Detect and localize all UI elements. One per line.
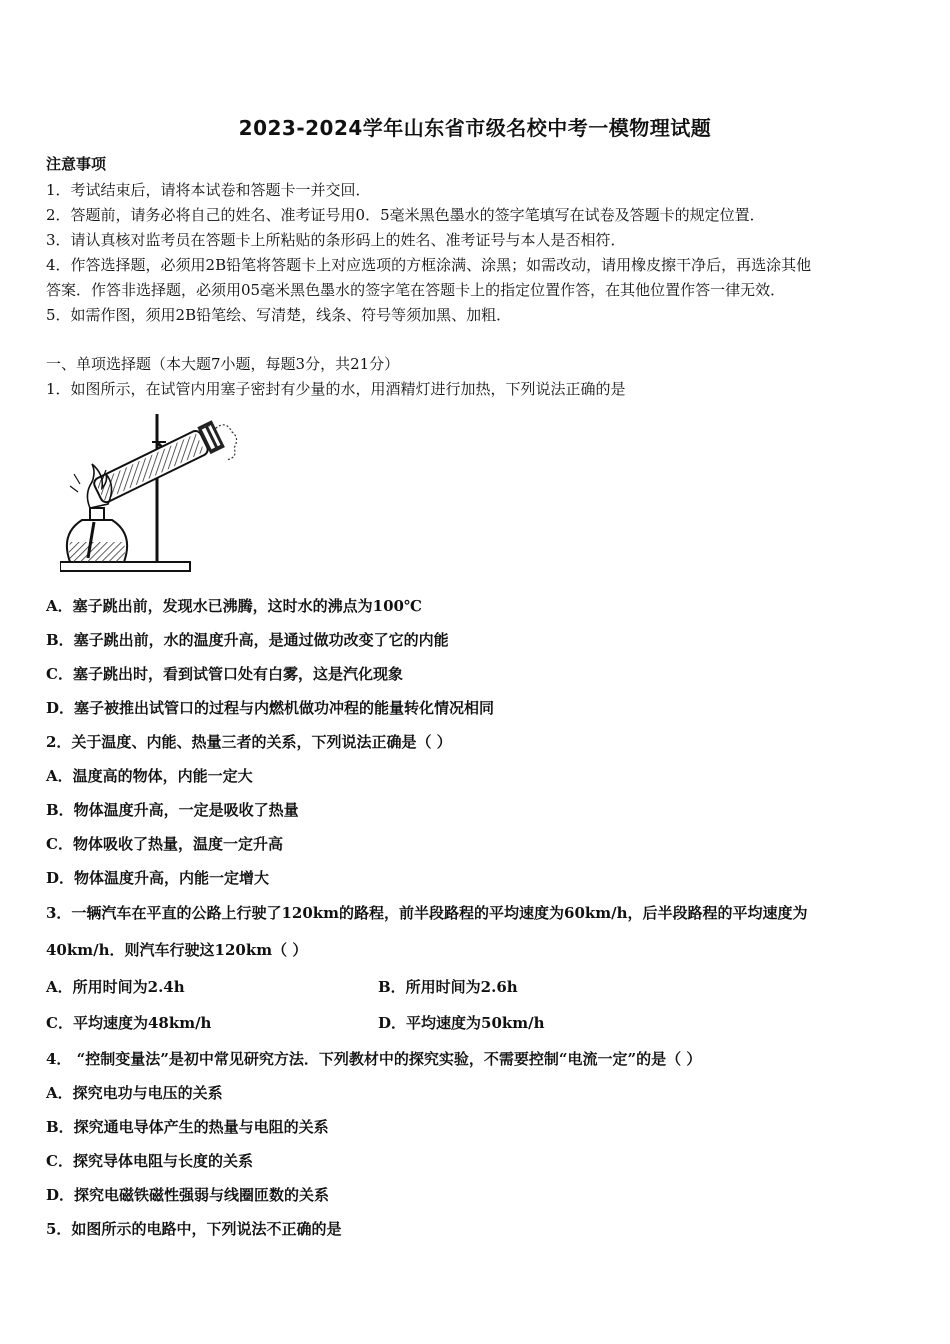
notice-item: 2．答题前，请务必将自己的姓名、准考证号用0．5毫米黑色墨水的签字笔填写在试卷及答题卡的规定位置． xyxy=(46,206,765,224)
notice-item: 1．考试结束后，请将本试卷和答题卡一并交回． xyxy=(46,181,371,199)
question-2-option-c: C．物体吸收了热量，温度一定升高 xyxy=(46,835,283,853)
question-4-option-d: D．探究电磁铁磁性强弱与线圈匝数的关系 xyxy=(46,1186,330,1204)
question-4-option-b: B．探究通电导体产生的热量与电阻的关系 xyxy=(46,1118,329,1136)
section-heading: 一、单项选择题（本大题7小题，每题3分，共21分） xyxy=(46,355,400,373)
notice-item: 5．如需作图，须用2B铅笔绘、写清楚，线条、符号等须加黑、加粗． xyxy=(46,306,512,324)
question-4-option-a: A．探究电功与电压的关系 xyxy=(46,1084,223,1102)
notice-item: 3．请认真核对监考员在答题卡上所粘贴的条形码上的姓名、准考证号与本人是否相符． xyxy=(46,231,626,249)
question-3-stem-line-1: 3．一辆汽车在平直的公路上行驶了120km的路程，前半段路程的平均速度为60km/h，后半段路程的平均速度为 xyxy=(46,904,808,922)
page-title: 2023-2024学年山东省市级名校中考一模物理试题 xyxy=(238,116,712,140)
test-tube-heating-figure xyxy=(60,412,240,580)
question-1-option-c: C．塞子跳出时，看到试管口处有白雾，这是汽化现象 xyxy=(46,665,403,683)
question-2-option-a: A．温度高的物体，内能一定大 xyxy=(46,767,253,785)
question-3-option-d: D．平均速度为50km/h xyxy=(378,1014,545,1032)
question-2-option-b: B．物体温度升高，一定是吸收了热量 xyxy=(46,801,299,819)
notice-item: 4．作答选择题，必须用2B铅笔将答题卡上对应选项的方框涂满、涂黑；如需改动，请用橡皮擦干净后，再选涂其他 xyxy=(46,256,812,274)
question-5-stem: 5．如图所示的电路中，下列说法不正确的是 xyxy=(46,1220,342,1238)
question-2-option-d: D．物体温度升高，内能一定增大 xyxy=(46,869,270,887)
question-1-option-d: D．塞子被推出试管口的过程与内燃机做功冲程的能量转化情况相同 xyxy=(46,699,495,717)
question-3-stem-line-2: 40km/h．则汽车行驶这120km（ ） xyxy=(46,941,308,959)
notice-heading: 注意事项 xyxy=(46,155,107,173)
question-1-option-b: B．塞子跳出前，水的温度升高，是通过做功改变了它的内能 xyxy=(46,631,449,649)
question-3-option-c: C．平均速度为48km/h xyxy=(46,1014,212,1032)
question-3-option-a: A．所用时间为2.4h xyxy=(46,978,185,996)
question-4-option-c: C．探究导体电阻与长度的关系 xyxy=(46,1152,253,1170)
question-1-option-a: A．塞子跳出前，发现水已沸腾，这时水的沸点为100℃ xyxy=(46,597,422,615)
question-4-stem: 4． “控制变量法”是初中常见研究方法．下列教材中的探究实验，不需要控制“电流一定”的是（ ） xyxy=(46,1050,702,1068)
question-3-option-b: B．所用时间为2.6h xyxy=(378,978,518,996)
question-2-stem: 2．关于温度、内能、热量三者的关系，下列说法正确是（ ） xyxy=(46,733,452,751)
notice-item: 答案．作答非选择题，必须用05毫米黑色墨水的签字笔在答题卡上的指定位置作答，在其他位置作答一律无效． xyxy=(46,281,786,299)
question-1-stem: 1．如图所示，在试管内用塞子密封有少量的水，用酒精灯进行加热，下列说法正确的是 xyxy=(46,380,626,398)
